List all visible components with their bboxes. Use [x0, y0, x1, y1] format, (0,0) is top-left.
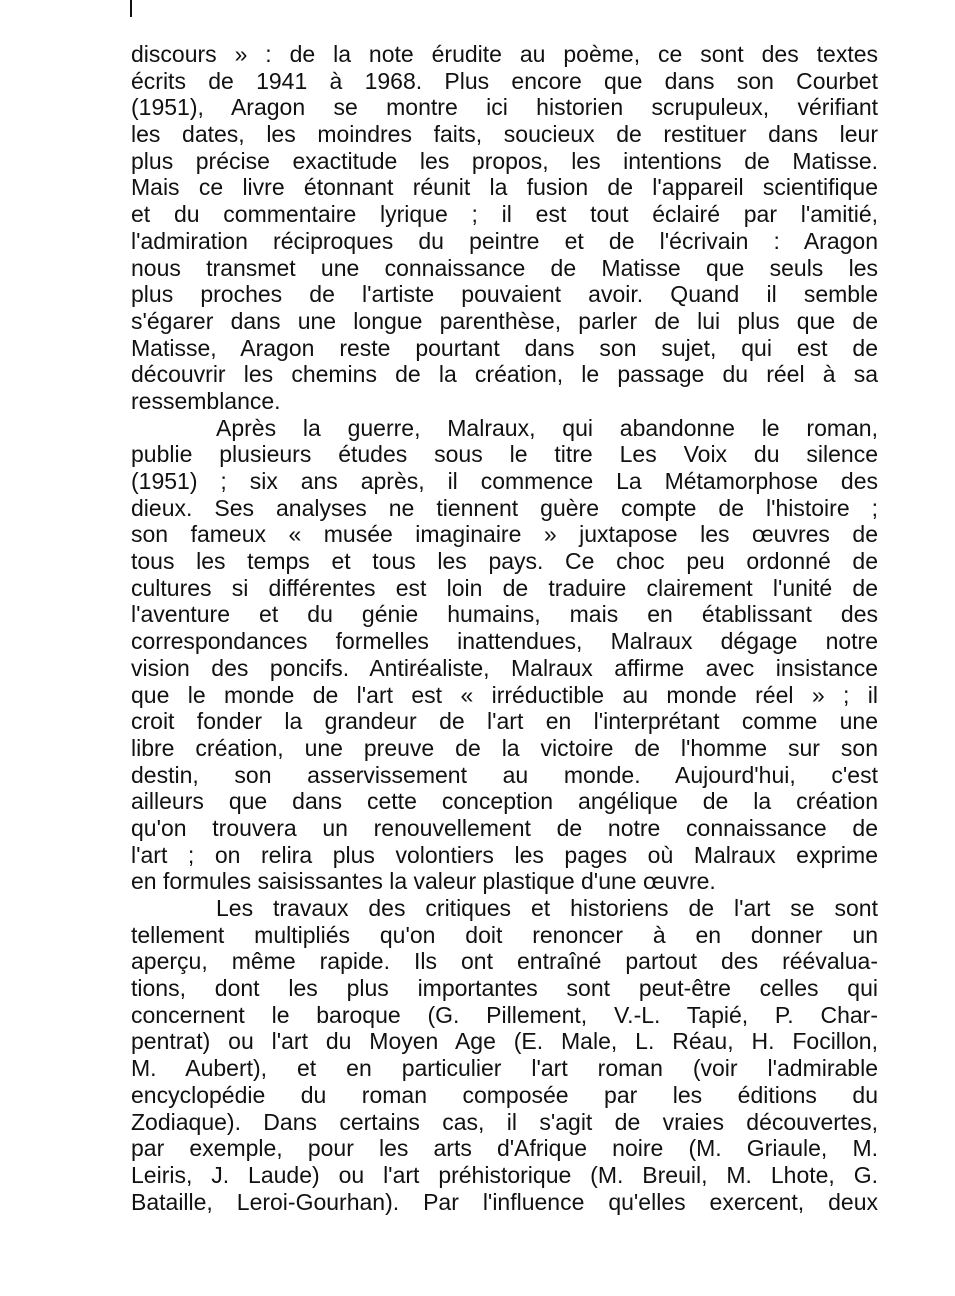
text-line: pentrat) ou l'art du Moyen Age (E. Male, L. Réau, H. Focillon,	[131, 1028, 878, 1055]
text-line: (1951) ; six ans après, il commence La Métamorphose des	[131, 468, 878, 494]
text-line: concernent le baroque (G. Pillement, V.-L. Tapié, P. Char-	[131, 1001, 878, 1028]
text-line: Leiris, J. Laude) ou l'art préhistorique (M. Breuil, M. Lhote, G.	[131, 1161, 878, 1188]
text-line: discours » : de la note érudite au poème, ce sont des textes	[131, 41, 878, 67]
text-line: nous transmet une connaissance de Matisse que seuls les	[131, 254, 878, 281]
text-line: écrits de 1941 à 1968. Plus encore que dans son Courbet	[131, 67, 878, 94]
text-line: Bataille, Leroi-Gourhan). Par l'influence qu'elles exercent, deux	[131, 1188, 878, 1215]
text-line: ailleurs que dans cette conception angélique de la création	[131, 788, 878, 815]
text-line: l'art ; on relira plus volontiers les pages où Malraux exprime	[131, 841, 878, 868]
text-line: que le monde de l'art est « irréductible au monde réel » ; il	[131, 681, 878, 708]
text-line: ressemblance.	[131, 387, 281, 414]
text-line: libre création, une preuve de la victoire de l'homme sur son	[131, 734, 878, 761]
text-line: Matisse, Aragon reste pourtant dans son sujet, qui est de	[131, 334, 878, 361]
text-line: vision des poncifs. Antiréaliste, Malraux affirme avec insistance	[131, 654, 878, 681]
body-text	[131, 41, 878, 1215]
text-line: encyclopédie du roman composée par les éditions du	[131, 1081, 878, 1108]
text-line: aperçu, même rapide. Ils ont entraîné partout des réévalua-	[131, 948, 878, 975]
text-line: plus proches de l'artiste pouvaient avoir. Quand il semble	[131, 281, 878, 308]
text-line: M. Aubert), et en particulier l'art roman (voir l'admirable	[131, 1055, 878, 1082]
text-line: en formules saisissantes la valeur plastique d'une œuvre.	[131, 868, 716, 895]
text-line: qu'on trouvera un renouvellement de notre connaissance de	[131, 814, 878, 841]
text-line: son fameux « musée imaginaire » juxtapose les œuvres de	[131, 521, 878, 548]
text-line: destin, son asservissement au monde. Aujourd'hui, c'est	[131, 761, 878, 788]
text-line: Les travaux des critiques et historiens de l'art se sont	[216, 895, 878, 921]
text-line: Zodiaque). Dans certains cas, il s'agit de vraies découvertes,	[131, 1108, 878, 1135]
text-line: par exemple, pour les arts d'Afrique noire (M. Griaule, M.	[131, 1135, 878, 1162]
text-line: découvrir les chemins de la création, le passage du réel à sa	[131, 361, 878, 388]
text-line: tions, dont les plus importantes sont peut-être celles qui	[131, 975, 878, 1002]
text-line: tous les temps et tous les pays. Ce choc peu ordonné de	[131, 548, 878, 575]
text-line: croit fonder la grandeur de l'art en l'interprétant comme une	[131, 708, 878, 735]
text-line: correspondances formelles inattendues, Malraux dégage notre	[131, 628, 878, 655]
text-line: tellement multipliés qu'on doit renoncer à en donner un	[131, 921, 878, 948]
text-line: publie plusieurs études sous le titre Les Voix du silence	[131, 441, 878, 468]
text-line: l'admiration réciproques du peintre et de l'écrivain : Aragon	[131, 227, 878, 254]
text-line: (1951), Aragon se montre ici historien scrupuleux, vérifiant	[131, 94, 878, 121]
text-line: dieux. Ses analyses ne tiennent guère compte de l'histoire ;	[131, 494, 878, 521]
margin-mark	[130, 0, 132, 17]
text-line: s'égarer dans une longue parenthèse, parler de lui plus que de	[131, 307, 878, 334]
text-line: Mais ce livre étonnant réunit la fusion de l'appareil scientifique	[131, 174, 878, 201]
text-line: les dates, les moindres faits, soucieux de restituer dans leur	[131, 121, 878, 148]
text-line: l'aventure et du génie humains, mais en établissant des	[131, 601, 878, 628]
text-line: cultures si différentes est loin de traduire clairement l'unité de	[131, 574, 878, 601]
text-line: et du commentaire lyrique ; il est tout éclairé par l'amitié,	[131, 201, 878, 228]
text-line: plus précise exactitude les propos, les intentions de Matisse.	[131, 147, 878, 174]
text-line: Après la guerre, Malraux, qui abandonne le roman,	[216, 414, 878, 441]
